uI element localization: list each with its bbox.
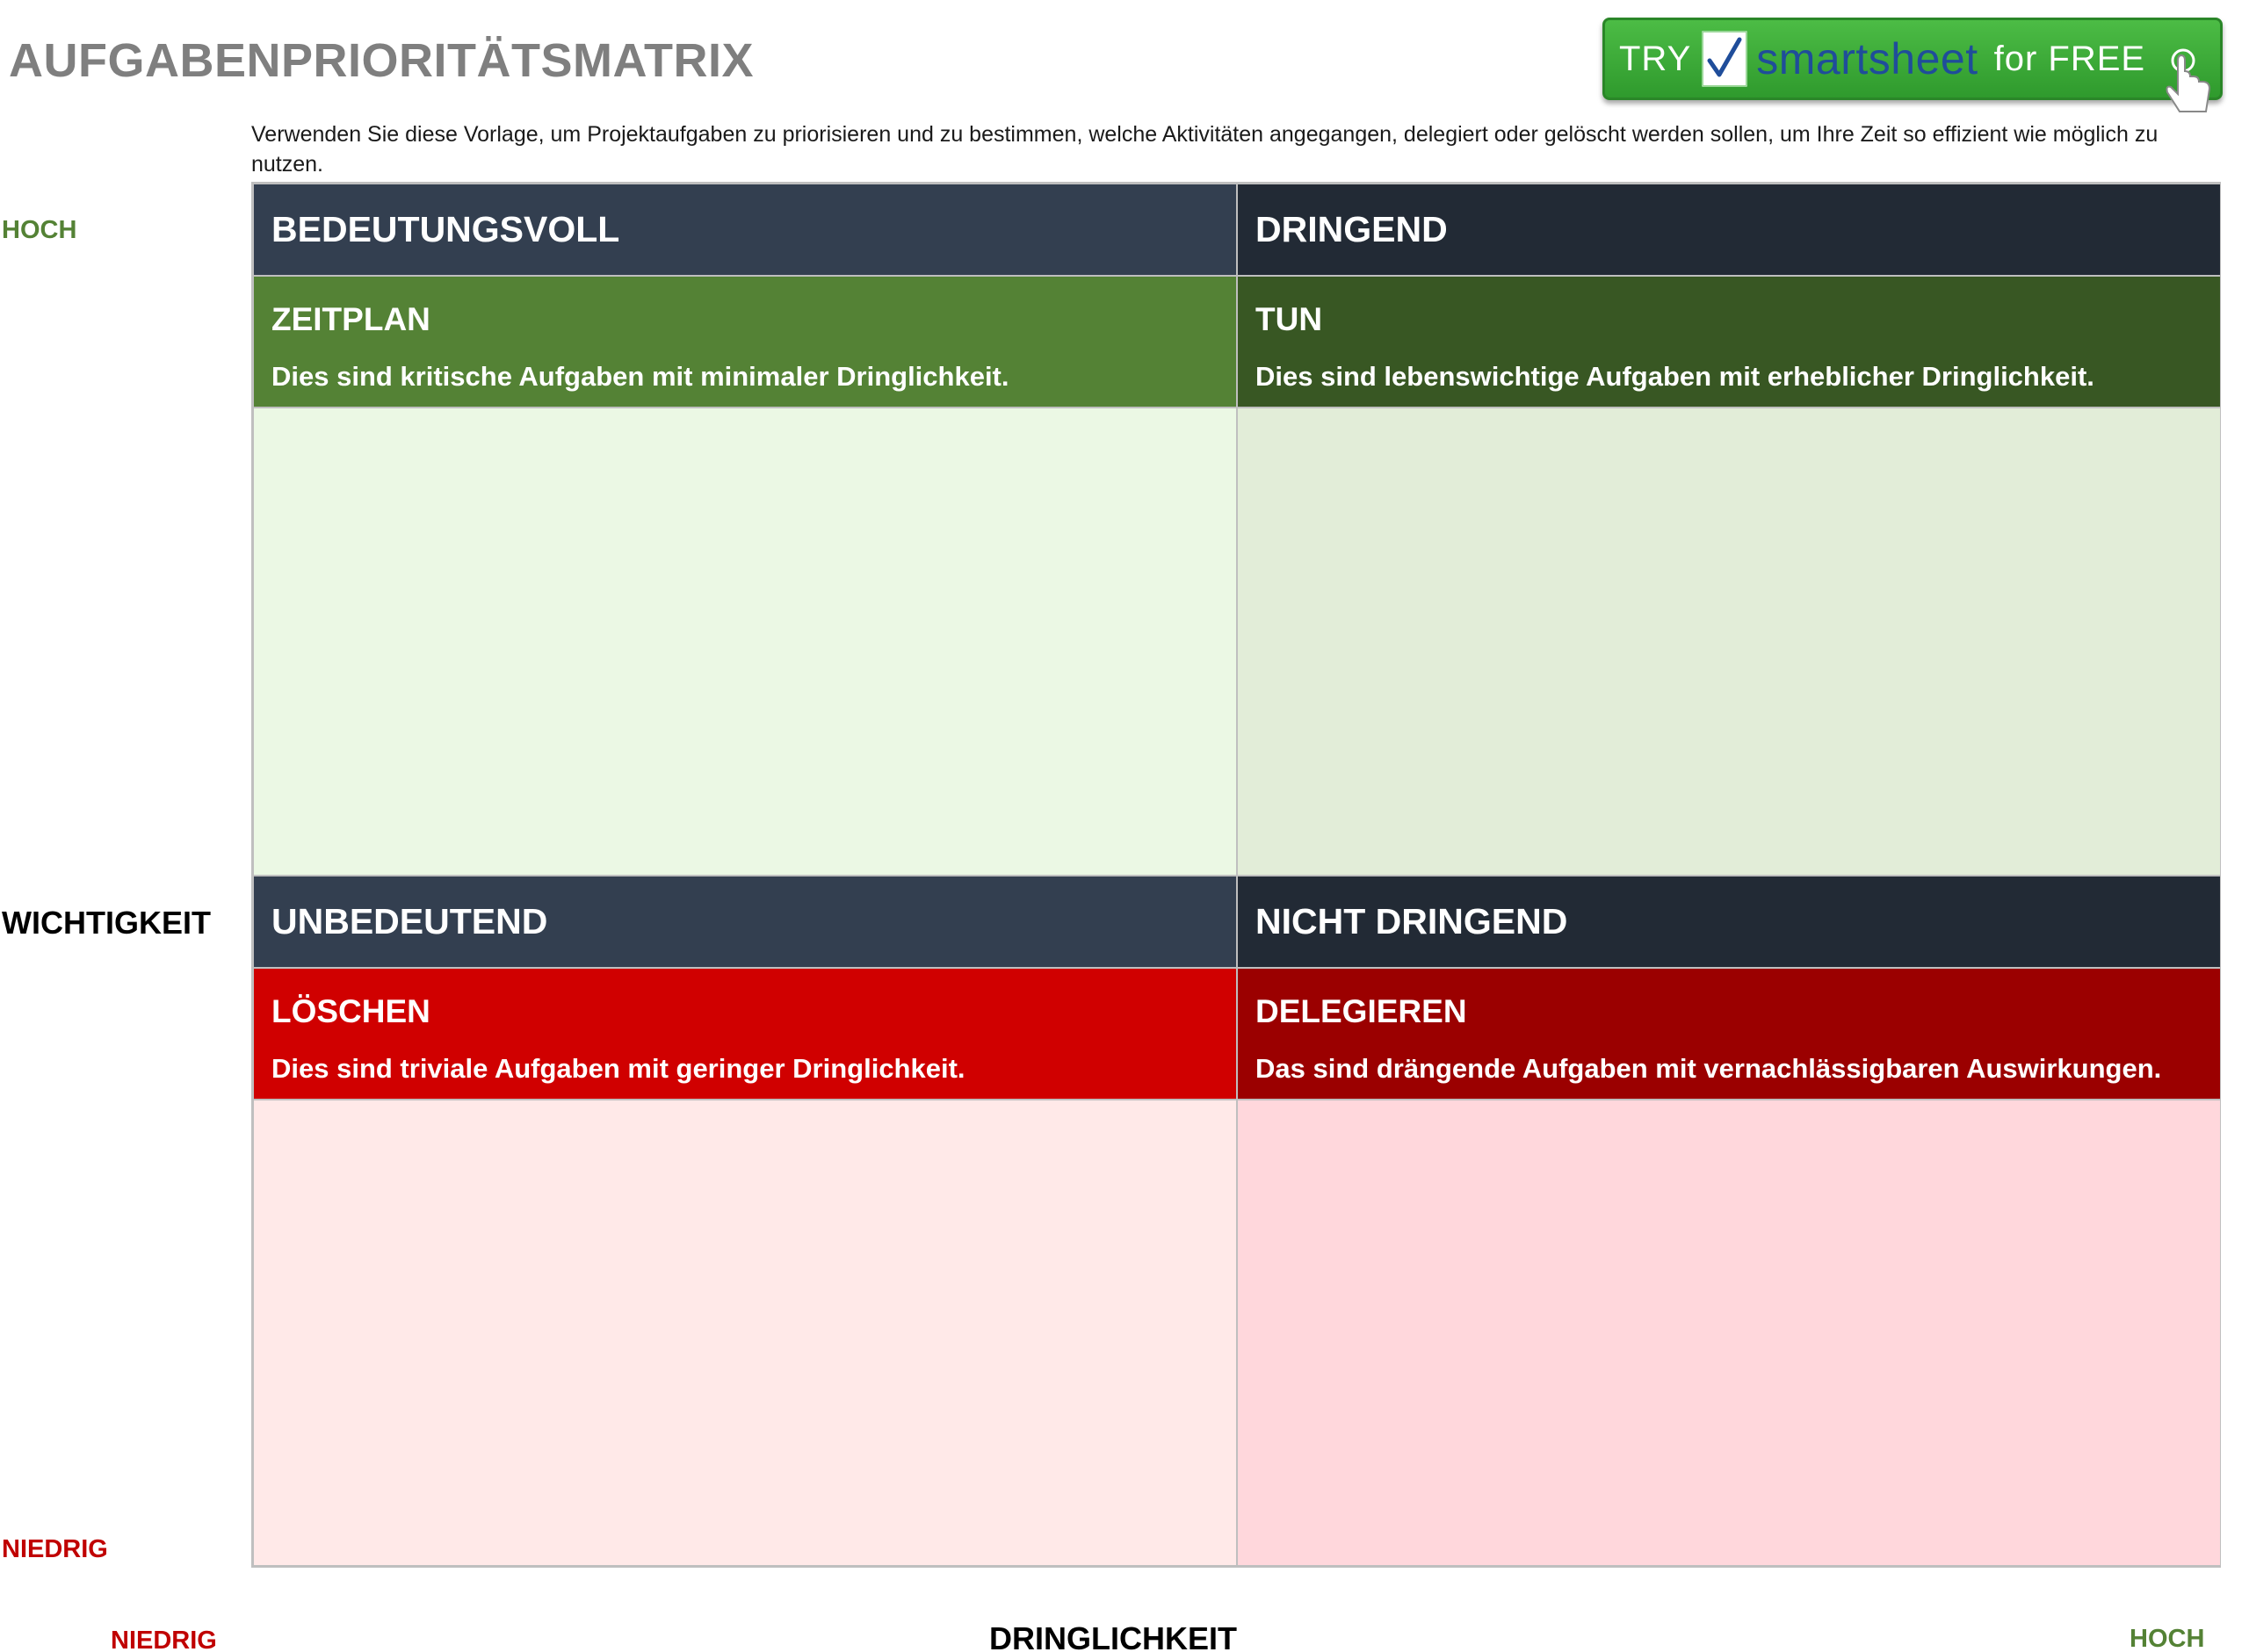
header-bedeutungsvoll-label: BEDEUTUNGSVOLL (271, 209, 620, 249)
quadrant-loeschen-text: Dies sind triviale Aufgaben mit geringer Dringlichkeit. (271, 1053, 965, 1084)
header-dringend-label: DRINGEND (1255, 209, 1448, 249)
urgency-low-label: NIEDRIG (111, 1627, 217, 1652)
try-smartsheet-button[interactable] (1602, 18, 2223, 100)
header-dringend (1237, 184, 2221, 276)
quadrant-tun-text: Dies sind lebenswichtige Aufgaben mit erheblicher Dringlichkeit. (1255, 361, 2094, 392)
quadrant-zeitplan-body[interactable] (253, 408, 1237, 876)
page-title: AUFGABENPRIORITÄTSMATRIX (9, 34, 754, 87)
importance-axis-title: WICHTIGKEIT (2, 905, 211, 941)
quadrant-loeschen-body[interactable] (253, 1100, 1237, 1566)
template-description: Verwenden Sie diese Vorlage, um Projektaufgaben zu priorisieren und zu bestimmen, welche Aktivitäten angegangen, delegiert oder gelöscht werden sollen, um Ihre Zeit so effizient wie möglich zu nutzen. (251, 122, 2159, 177)
promo-free-label: for FREE (1993, 39, 2146, 78)
pointing-hand-icon (2164, 48, 2215, 117)
quadrant-delegieren-text: Das sind drängende Aufgaben mit vernachlässigbaren Auswirkungen. (1255, 1053, 2162, 1084)
header-nicht-dringend-label: NICHT DRINGEND (1255, 901, 1568, 941)
header-bedeutungsvoll (253, 184, 1237, 276)
quadrant-delegieren-header (1237, 968, 2221, 1100)
urgency-high-label: HOCH (2130, 1625, 2205, 1652)
header-unbedeutend-label: UNBEDEUTEND (271, 901, 548, 941)
quadrant-zeitplan-header (253, 276, 1237, 408)
header-unbedeutend (253, 876, 1237, 968)
quadrant-zeitplan-title: ZEITPLAN (271, 301, 430, 337)
promo-brand-label: smartsheet (1756, 34, 1978, 83)
priority-matrix (251, 182, 2221, 1568)
quadrant-loeschen-header (253, 968, 1237, 1100)
checkmark-icon (1702, 31, 1747, 87)
urgency-axis-title: DRINGLICHKEIT (989, 1620, 1237, 1652)
promo-try-label: TRY (1619, 39, 1692, 78)
quadrant-tun-title: TUN (1255, 301, 1323, 337)
quadrant-loeschen-title: LÖSCHEN (271, 993, 430, 1029)
quadrant-zeitplan-text: Dies sind kritische Aufgaben mit minimaler Dringlichkeit. (271, 361, 1009, 392)
importance-low-label: NIEDRIG (2, 1535, 108, 1563)
importance-high-label: HOCH (2, 216, 77, 244)
header-nicht-dringend (1237, 876, 2221, 968)
quadrant-tun-header (1237, 276, 2221, 408)
quadrant-delegieren-title: DELEGIEREN (1255, 993, 1467, 1029)
quadrant-delegieren-body[interactable] (1237, 1100, 2221, 1566)
quadrant-tun-body[interactable] (1237, 408, 2221, 876)
